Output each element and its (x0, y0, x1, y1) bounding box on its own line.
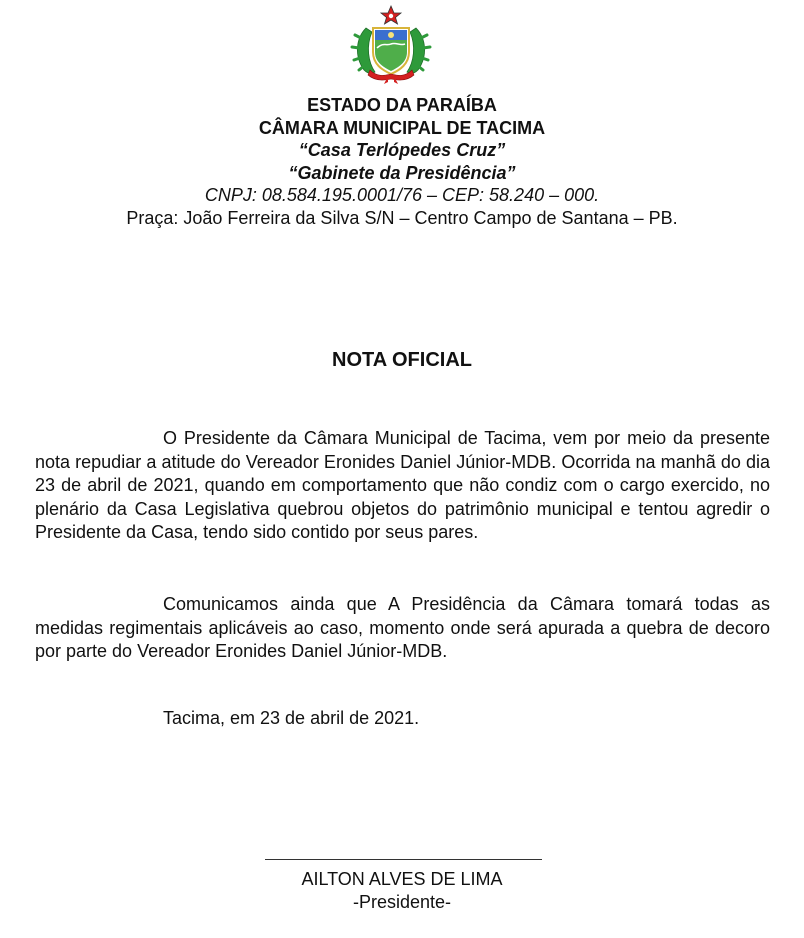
letterhead (0, 94, 804, 230)
state-name: ESTADO DA PARAÍBA (307, 95, 497, 115)
chamber-name: CÂMARA MUNICIPAL DE TACIMA (258, 117, 546, 138)
body-paragraph: O Presidente da Câmara Municipal de Tacima, vem por meio da presente nota repudiar a atitude do Vereador Eronides Daniel Júnior-MDB. Ocorrida na manhã do dia 23 de abril de 2021, quando em comportamento que não condiz com o cargo exercido, no plenário da Casa Legislativa quebrou objetos do patrimônio municipal e tentou agredir o Presidente da Casa, tendo sido contido por seus pares. (35, 428, 770, 543)
signatory-role: -Presidente- (352, 892, 452, 912)
document-title: NOTA OFICIAL (332, 349, 472, 371)
dateline: Tacima, em 23 de abril de 2021. (163, 708, 420, 728)
cnpj-cep: CNPJ: 08.584.195.0001/76 – CEP: 58.240 – 000. (204, 185, 600, 206)
coat-of-arms-icon (348, 4, 434, 86)
address: Praça: João Ferreira da Silva S/N – Centro Campo de Santana – PB. (126, 207, 678, 228)
signatory-name: AILTON ALVES DE LIMA (301, 869, 503, 889)
house-name: “Casa Terlópedes Cruz” (298, 140, 506, 161)
body-paragraph: Comunicamos ainda que A Presidência da Câmara tomará todas as medidas regimentais aplicáveis ao caso, momento onde será apurada a quebra de decoro por parte do Vereador Eronides Daniel Júnior-MDB. (35, 594, 770, 662)
office-name: “Gabinete da Presidência” (288, 162, 516, 183)
signature-line (265, 859, 542, 860)
